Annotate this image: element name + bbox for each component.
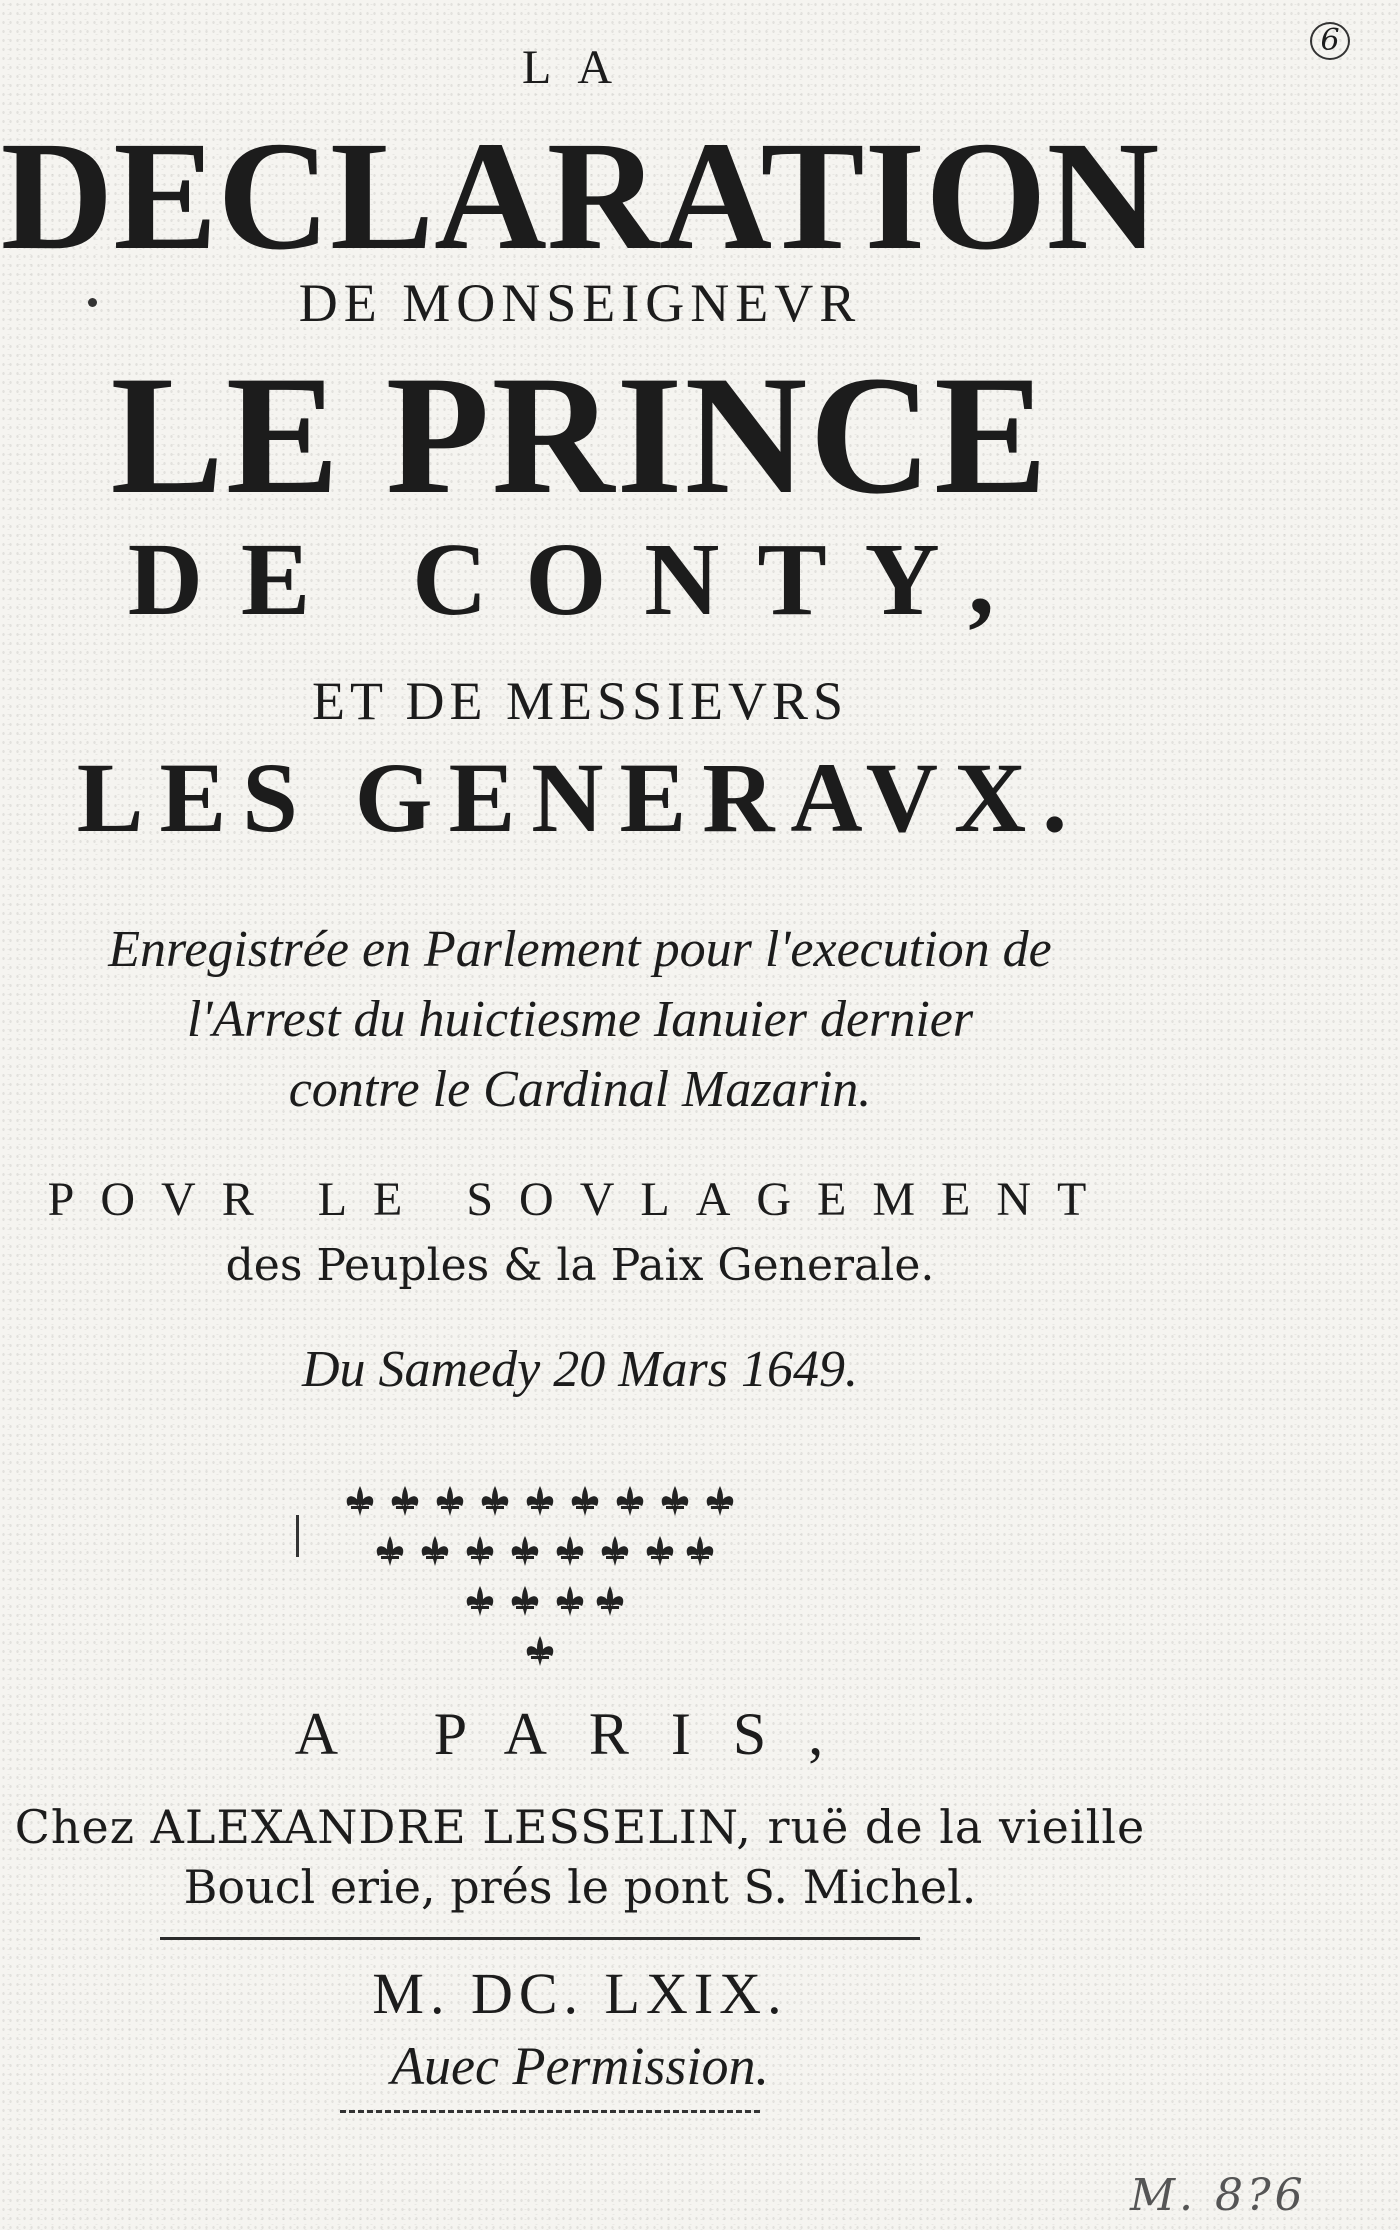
shelfmark: M. 8?6 (1130, 2170, 1307, 2221)
imprint-line-2: Boucl erie, prés le pont S. Michel. (183, 1860, 977, 1914)
ornament-row-4 (527, 1636, 554, 1666)
title-declaration: DECLARATION (0, 109, 1160, 282)
ornament-row-1 (347, 1486, 734, 1516)
ornament-row-2 (377, 1536, 714, 1566)
dashed-underline (340, 2110, 760, 2113)
title-de-monseigneur: DE MONSEIGNEVR (298, 273, 862, 333)
ornament-row-3 (467, 1586, 624, 1616)
imprint-year: M. DC. LXIX. (372, 1961, 788, 2026)
title-les-generaux: LES GENERAVX. (76, 742, 1084, 853)
title-et-de-messieurs: ET DE MESSIEVRS (311, 671, 849, 731)
title-le-prince: LE PRINCE (110, 341, 1050, 529)
permission-line: Auec Permission. (391, 2036, 769, 2096)
title-de-conty: DE CONTY, (127, 522, 1033, 637)
imprint-a-paris: A PARIS, (294, 1701, 866, 1767)
registration-line-2: l'Arrest du huictiesme Ianuier dernier (186, 991, 974, 1048)
registration-line-3: contre le Cardinal Mazarin. (288, 1061, 872, 1118)
fleur-de-lis-ornament (330, 1470, 750, 1690)
registration-line-1: Enregistrée en Parlement pour l'execution de (108, 921, 1052, 978)
des-peuples-line: des Peuples & la Paix Generale. (225, 1240, 935, 1291)
pour-le-soulagement: POVR LE SOVLAGEMENT (47, 1173, 1113, 1226)
margin-mark (296, 1515, 299, 1557)
imprint-line-1: Chez ALEXANDRE LESSELIN, ruë de la vieille (14, 1800, 1146, 1854)
publication-date: Du Samedy 20 Mars 1649. (301, 1341, 859, 1398)
sheet-number: 6 (1310, 22, 1350, 60)
title-la: LA (522, 41, 638, 94)
horizontal-rule (160, 1937, 920, 1940)
